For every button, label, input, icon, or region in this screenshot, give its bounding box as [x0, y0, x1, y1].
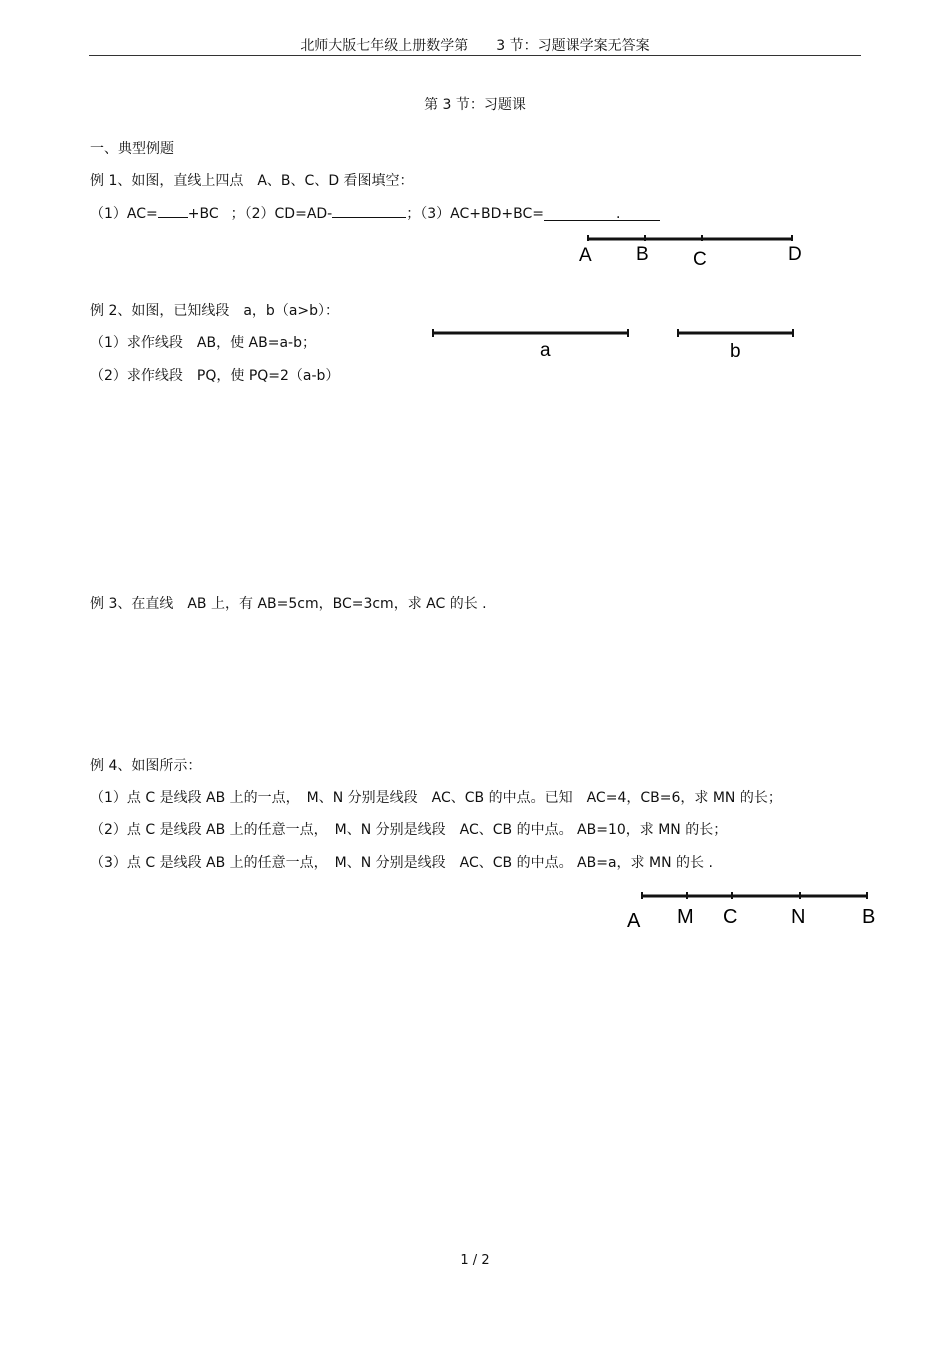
page-header: 北师大版七年级上册数学第 3 节：习题课学案无答案 — [300, 38, 650, 54]
label-a: A — [627, 910, 641, 932]
blank-cd — [332, 203, 406, 218]
section-heading: 一、典型例题 — [90, 141, 174, 157]
blank-sum — [544, 206, 660, 221]
label-b: B — [862, 906, 876, 928]
ex1-period: . — [615, 206, 621, 222]
ex1-q1-suffix: +BC — [187, 206, 219, 222]
figure-line-abcd — [570, 228, 810, 272]
example-1-questions — [90, 203, 660, 223]
example-1-stem: 例 1、如图，直线上四点 A、B、C、D 看图填空： — [90, 173, 414, 189]
example-2-stem: 例 2、如图，已知线段 a，b（a>b）： — [90, 303, 340, 319]
label-m: M — [677, 906, 694, 928]
page-title: 第 3 节：习题课 — [424, 97, 526, 113]
label-a: A — [579, 245, 592, 266]
example-4-question-2: （2）点 C 是线段 AB 上的任意一点， M、N 分别是线段 AC、CB 的中点。 AB=10，求 MN 的长； — [90, 822, 728, 838]
example-4-question-3: （3）点 C 是线段 AB 上的任意一点， M、N 分别是线段 AC、CB 的中点。 AB=a，求 MN 的长 . — [90, 855, 713, 871]
example-2-question-1: （1）求作线段 AB，使 AB=a-b； — [90, 335, 316, 351]
label-n: N — [791, 906, 806, 928]
figure-segments-ab — [425, 322, 805, 366]
label-b: B — [636, 244, 649, 265]
label-c: C — [723, 906, 738, 928]
example-2-question-2: （2）求作线段 PQ，使 PQ=2（a-b） — [90, 368, 340, 384]
ex1-q2-prefix: ；（2）CD=AD- — [230, 206, 333, 222]
label-segment-a: a — [540, 340, 551, 361]
example-4-stem: 例 4、如图所示： — [90, 758, 202, 774]
label-c: C — [693, 249, 707, 270]
header-rule — [89, 55, 861, 56]
label-segment-b: b — [730, 341, 741, 362]
label-d: D — [788, 244, 802, 265]
example-4-question-1: （1）点 C 是线段 AB 上的一点， M、N 分别是线段 AC、CB 的中点。已知 AC=4，CB=6，求 MN 的长； — [90, 790, 782, 806]
ex1-q3-prefix: ；（3）AC+BD+BC= — [406, 206, 544, 222]
example-3-stem: 例 3、在直线 AB 上，有 AB=5cm，BC=3cm，求 AC 的长 . — [90, 596, 487, 612]
ex1-q1-prefix: （1）AC= — [90, 206, 158, 222]
blank-ac — [158, 203, 188, 218]
page-number: 1 / 2 — [460, 1253, 490, 1268]
figure-line-amcnb — [620, 886, 890, 934]
